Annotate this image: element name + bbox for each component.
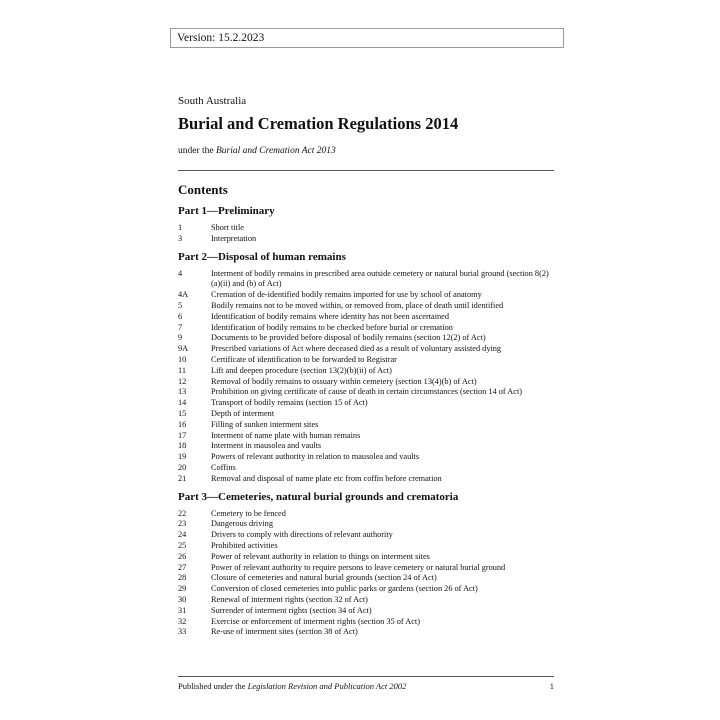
toc-entry-title: Cremation of de-identified bodily remains imported for use by school of anatomy xyxy=(211,290,482,300)
toc-entry-number: 31 xyxy=(178,605,187,615)
enabling-act-prefix: under the xyxy=(178,146,216,156)
toc-entry-number: 16 xyxy=(178,419,187,429)
toc-entry[interactable] xyxy=(178,441,556,452)
toc-entry-number: 13 xyxy=(178,387,187,397)
toc-entry-number: 27 xyxy=(178,562,187,572)
toc-entry[interactable] xyxy=(178,595,556,606)
toc-entry-title: Prescribed variations of Act where deceased died as a result of voluntary assisted dying xyxy=(211,344,502,354)
toc-entry-title: Conversion of closed cemeteries into public parks or gardens (section 26 of Act) xyxy=(211,584,478,594)
toc-entry-number: 15 xyxy=(178,408,187,418)
toc-entry-title: Lift and deepen procedure (section 13(2)(b)(ii) of Act) xyxy=(211,365,392,375)
toc-entry-title: Dangerous driving xyxy=(211,519,273,529)
toc-entry[interactable] xyxy=(178,355,556,366)
toc-entry-title: Removal of bodily remains to ossuary within cemetery (section 13(4)(b) of Act) xyxy=(211,376,477,386)
toc-entry[interactable] xyxy=(178,530,556,541)
toc-entry-title: Cemetery to be fenced xyxy=(211,508,286,518)
enabling-act-line xyxy=(178,146,336,156)
toc-entry[interactable] xyxy=(178,541,556,552)
toc-entry[interactable] xyxy=(178,463,556,474)
toc-entry-number: 29 xyxy=(178,584,187,594)
toc-entry-number: 33 xyxy=(178,627,187,637)
toc-entry[interactable] xyxy=(178,398,556,409)
version-box xyxy=(170,28,564,48)
toc-entry[interactable] xyxy=(178,431,556,442)
toc-entry[interactable] xyxy=(178,552,556,563)
toc-entry-title: Re-use of interment sites (section 38 of Act) xyxy=(211,627,358,637)
toc-entry-number: 25 xyxy=(178,540,187,550)
toc-entry[interactable] xyxy=(178,323,556,334)
toc-entry-number: 19 xyxy=(178,452,187,462)
document-title: Burial and Cremation Regulations 2014 xyxy=(178,114,459,133)
toc-entry[interactable] xyxy=(178,420,556,431)
toc-entry-title: Transport of bodily remains (section 15 of Act) xyxy=(211,398,368,408)
toc-entry[interactable] xyxy=(178,301,556,312)
toc-entry[interactable] xyxy=(178,333,556,344)
publication-act: Legislation Revision and Publication Act 2002 xyxy=(247,681,407,691)
toc-entry-number: 5 xyxy=(178,300,183,310)
toc-entry-number: 18 xyxy=(178,441,187,451)
toc-entry[interactable] xyxy=(178,269,556,291)
toc-entry-number: 3 xyxy=(178,233,183,243)
toc-entry-title: Identification of bodily remains to be checked before burial or cremation xyxy=(211,322,453,332)
toc-entry-title: Interment in mausolea and vaults xyxy=(211,441,322,451)
toc-entry[interactable] xyxy=(178,573,556,584)
toc-entry-title: Prohibition on giving certificate of cause of death in certain circumstances (section 14 of Act) xyxy=(211,387,523,397)
toc-entry-title: Depth of interment xyxy=(211,408,275,418)
toc-entry[interactable] xyxy=(178,312,556,323)
toc-entry[interactable] xyxy=(178,387,556,398)
toc-entry-number: 24 xyxy=(178,530,187,540)
toc-entry-number: 6 xyxy=(178,311,183,321)
toc-entry-number: 32 xyxy=(178,616,187,626)
toc-entry-number: 12 xyxy=(178,376,187,386)
toc-entry-title: Documents to be provided before disposal of bodily remains (section 12(2) of Act) xyxy=(211,333,486,343)
version-label: Version: 15.2.2023 xyxy=(177,32,265,44)
table-of-contents xyxy=(178,204,556,643)
part-entries xyxy=(178,269,556,485)
toc-entry-number: 11 xyxy=(178,365,186,375)
toc-entry-title: Interment of name plate with human remains xyxy=(211,430,361,440)
toc-entry[interactable] xyxy=(178,409,556,420)
toc-entry[interactable] xyxy=(178,627,556,638)
toc-entry-title: Bodily remains not to be moved within, or removed from, place of death until identified xyxy=(211,300,504,310)
toc-entry-title: Prohibited activities xyxy=(211,540,278,550)
toc-entry[interactable] xyxy=(178,234,556,245)
page-footer xyxy=(178,681,554,691)
part-heading[interactable]: Part 2—Disposal of human remains xyxy=(178,250,346,263)
toc-entry-number: 26 xyxy=(178,551,187,561)
toc-entry-number: 7 xyxy=(178,322,183,332)
toc-entry-title: Interpretation xyxy=(211,233,257,243)
toc-entry[interactable] xyxy=(178,290,556,301)
toc-entry-title: Certificate of identification to be forwarded to Registrar xyxy=(211,354,397,364)
toc-entry[interactable] xyxy=(178,617,556,628)
toc-entry-title: Power of relevant authority to require persons to leave cemetery or natural burial ground xyxy=(211,562,506,572)
toc-entry[interactable] xyxy=(178,584,556,595)
toc-entry-title: Closure of cemeteries and natural burial grounds (section 24 of Act) xyxy=(211,573,437,583)
part-heading[interactable]: Part 1—Preliminary xyxy=(178,205,275,217)
toc-entry-number: 4 xyxy=(178,268,183,278)
toc-entry-title: Coffins xyxy=(211,462,236,472)
toc-entry-number: 30 xyxy=(178,594,187,604)
divider-top xyxy=(178,170,554,171)
toc-entry-title: Filling of sunken interment sites xyxy=(211,419,319,429)
toc-entry-number: 28 xyxy=(178,573,187,583)
toc-entry-title: Surrender of interment rights (section 34 of Act) xyxy=(211,605,372,615)
toc-entry[interactable] xyxy=(178,563,556,574)
toc-entry-title: Removal and disposal of name plate etc from coffin before cremation xyxy=(211,473,442,483)
toc-entry-number: 23 xyxy=(178,519,187,529)
part-entries xyxy=(178,509,556,639)
contents-heading: Contents xyxy=(178,182,228,197)
toc-entry[interactable] xyxy=(178,519,556,530)
toc-entry-title: Identification of bodily remains where identity has not been ascertained xyxy=(211,311,449,321)
toc-entry-number: 20 xyxy=(178,462,187,472)
publication-prefix: Published under the xyxy=(178,681,248,691)
toc-entry-title: Power of relevant authority in relation to things on interment sites xyxy=(211,551,430,561)
toc-entry-number: 10 xyxy=(178,354,187,364)
page-number: 1 xyxy=(549,681,554,691)
publication-note xyxy=(178,681,406,691)
toc-entry-number: 21 xyxy=(178,473,187,483)
divider-footer xyxy=(178,676,554,677)
part-heading[interactable]: Part 3—Cemeteries, natural burial grounds and crematoria xyxy=(178,490,459,503)
toc-entry-number: 9A xyxy=(178,344,189,354)
toc-entry[interactable] xyxy=(178,606,556,617)
toc-entry-title: Powers of relevant authority in relation to mausolea and vaults xyxy=(211,452,420,462)
toc-entry[interactable] xyxy=(178,509,556,520)
toc-entry[interactable] xyxy=(178,474,556,485)
toc-entry-title: Interment of bodily remains in prescribed area outside cemetery or natural burial ground (section 8(2)(a)(ii) and (b) of Act) xyxy=(211,268,549,289)
toc-entry[interactable] xyxy=(178,452,556,463)
toc-entry-title: Drivers to comply with directions of relevant authority xyxy=(211,530,393,540)
toc-entry[interactable] xyxy=(178,377,556,388)
toc-entry-number: 22 xyxy=(178,508,187,518)
toc-entry-number: 1 xyxy=(178,223,183,232)
toc-entry-title: Renewal of interment rights (section 32 of Act) xyxy=(211,594,368,604)
enabling-act-name: Burial and Cremation Act 2013 xyxy=(216,146,336,156)
toc-entry-number: 4A xyxy=(178,290,189,300)
toc-entry[interactable] xyxy=(178,344,556,355)
toc-entry-number: 17 xyxy=(178,430,187,440)
toc-entry[interactable] xyxy=(178,366,556,377)
toc-entry-title: Short title xyxy=(211,223,244,232)
toc-entry-number: 14 xyxy=(178,398,187,408)
part-entries xyxy=(178,223,556,245)
toc-entry[interactable] xyxy=(178,223,556,234)
toc-entry-title: Exercise or enforcement of interment rights (section 35 of Act) xyxy=(211,616,420,626)
jurisdiction: South Australia xyxy=(178,95,247,107)
toc-entry-number: 9 xyxy=(178,333,183,343)
